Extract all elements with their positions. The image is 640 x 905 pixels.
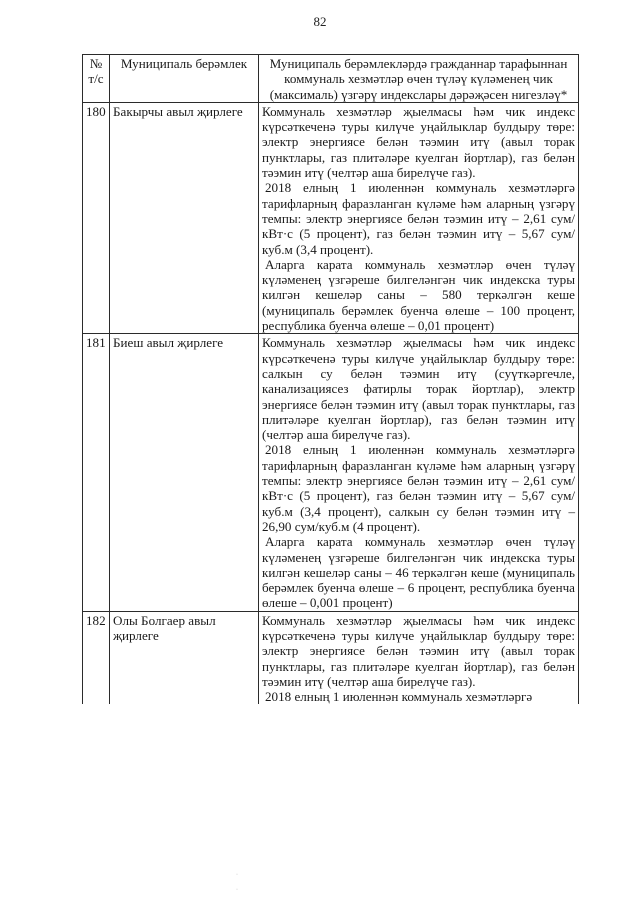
scan-speck: ·	[236, 887, 238, 893]
table-row	[83, 334, 579, 611]
row-number: 181	[83, 334, 110, 611]
row-description	[259, 102, 579, 333]
row-description	[259, 611, 579, 704]
row-municipality: Биеш авыл җирлеге	[110, 334, 259, 611]
row-municipality: Олы Болгаер авыл җирлеге	[110, 611, 259, 704]
municipal-tariff-table	[82, 54, 579, 704]
row-number: 182	[83, 611, 110, 704]
description-paragraph: Коммуналь хезмәтләр җыелмасы һәм чик индекс күрсәткеченә туры килүче уңайлыклар булдыру төре: электр энергиясе белән тәэмин итү (авыл торак пунктлары, газ плитәләре куелган йортлар), газ белән тәэмин итү (челтәр аша бирелүче газ).	[262, 612, 575, 689]
description-paragraph: 2018 елның 1 июленнән коммуналь хезмәтләргә	[265, 689, 533, 705]
description-paragraph: Аларга карата коммуналь хезмәтләр өчен түләү күләменең үзгәреше билгеләнгән чик индекска туры килгән кешеләр саны – 580 теркәлгән кеше (муниципаль берәмлек буенча өлеше – 100 процент, республика буенча өлеше – 0,01 процент)	[262, 256, 575, 334]
header-description: Муниципаль берәмлекләрдә гражданнар тарафыннан коммуналь хезмәтләр өчен түләү күләменең чик (максималь) үзгәрү индекслары дәрәҗәсен нигезләү*	[259, 55, 579, 103]
scan-speck: ·	[236, 872, 238, 878]
header-number: № т/с	[83, 55, 110, 103]
description-paragraph: 2018 елның 1 июленнән коммуналь хезмәтләргә тарифларның фаразланган күләме һәм аларның үзгәрү темпы: электр энергиясе белән тәэмин итү – 2,61 сум/кВт·с (5 процент), газ белән тәэмин итү – 5,67 сум/куб.м (3,4 процент), салкын су белән тәэмин итү – 26,90 сум/куб.м (4 процент).	[262, 442, 575, 534]
row-number: 180	[83, 102, 110, 333]
table-header-row	[83, 55, 579, 103]
description-paragraph: Коммуналь хезмәтләр җыелмасы һәм чик индекс күрсәткеченә туры килүче уңайлыклар булдыру төре: салкын су белән тәэмин итү (суүткәргечле, канализациясез фатирлы торак йортлар), электр энергиясе белән тәэмин итү (авыл торак пунктлары, газ плитәләре куелган йортлар), газ белән тәэмин итү (челтәр аша бирелүче газ).	[262, 335, 575, 443]
page-number: 82	[313, 14, 327, 29]
table-row	[83, 611, 579, 704]
row-description	[259, 334, 579, 611]
row-municipality: Бакырчы авыл җирлеге	[110, 102, 259, 333]
table-row	[83, 102, 579, 333]
description-paragraph: 2018 елның 1 июленнән коммуналь хезмәтләргә тарифларның фаразланган күләме һәм аларның үзгәрү темпы: электр энергиясе белән тәэмин итү – 2,61 сум/кВт·с (5 процент), газ белән тәэмин итү – 5,67 сум/куб.м (3,4 процент).	[262, 180, 575, 257]
description-paragraph: Коммуналь хезмәтләр җыелмасы һәм чик индекс күрсәткеченә туры килүче уңайлыклар булдыру төре: электр энергиясе белән тәэмин итү (авыл торак пунктлары, газ плитәләре куелган йортлар), газ белән тәэмин итү (челтәр аша бирелүче газ).	[262, 103, 575, 181]
header-municipality: Муниципаль берәмлек	[110, 55, 259, 103]
description-paragraph: Аларга карата коммуналь хезмәтләр өчен түләү күләменең үзгәреше билгеләнгән чик индекска туры килгән кешеләр саны – 46 теркәлгән кеше (муниципаль берәмлек буенча өлеше – 6 процент, республика буенча өлеше – 0,001 процент)	[262, 534, 575, 611]
